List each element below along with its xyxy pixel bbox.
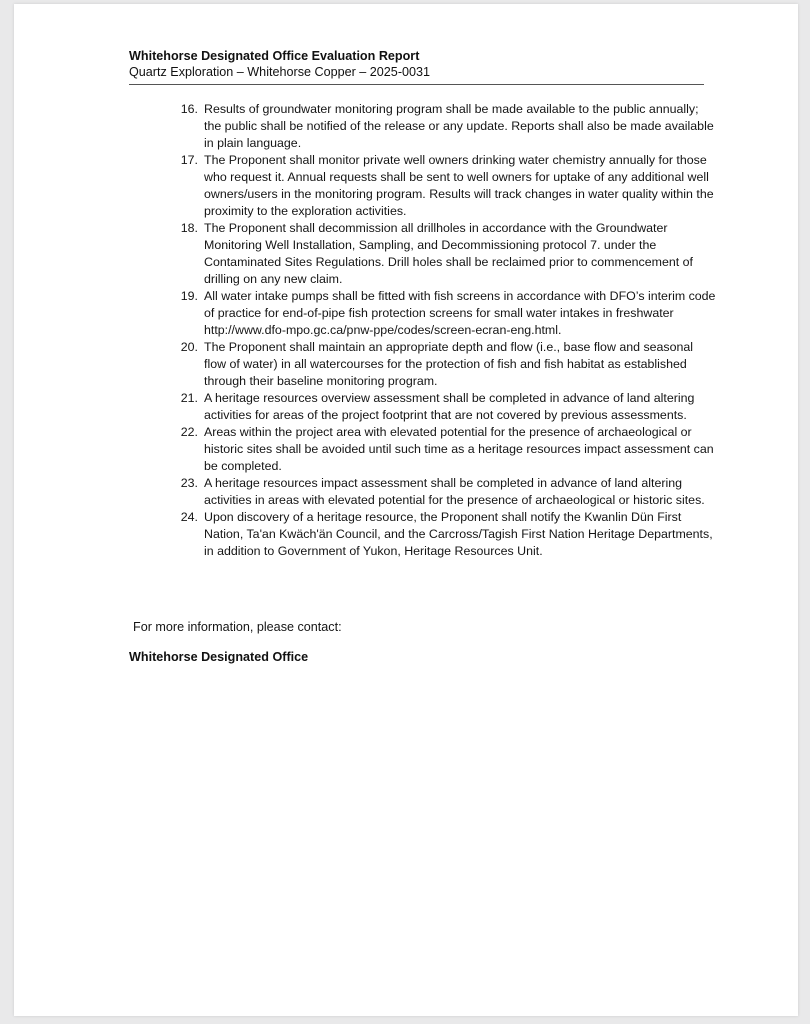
condition-text: Areas within the project area with elevated potential for the presence of archaeological or historic sites shall be avoided until such time as a heritage resources impact assessment can be completed. bbox=[204, 425, 714, 473]
report-subtitle: Quartz Exploration – Whitehorse Copper – 2025-0031 bbox=[129, 65, 431, 79]
condition-item bbox=[171, 390, 716, 424]
condition-item bbox=[171, 339, 716, 390]
condition-item bbox=[171, 220, 716, 288]
condition-number: 16. bbox=[180, 102, 198, 116]
condition-text: Results of groundwater monitoring program shall be made available to the public annually; the public shall be notified of the release or any update. Reports shall also be made available in plain language. bbox=[204, 102, 714, 150]
condition-number: 23. bbox=[180, 476, 198, 490]
condition-text: A heritage resources overview assessment shall be completed in advance of land altering activities for areas of the project footprint that are not covered by previous assessments. bbox=[204, 391, 695, 422]
condition-number: 22. bbox=[180, 425, 198, 439]
condition-text: The Proponent shall monitor private well owners drinking water chemistry annually for those who request it. Annual requests shall be sent to well owners for uptake of any additional well owners/users in the monitoring program. Results will track changes in water quality within the proximity to the exploration activities. bbox=[204, 153, 714, 218]
contact-office-name: Whitehorse Designated Office bbox=[129, 650, 309, 664]
condition-number: 24. bbox=[180, 510, 198, 524]
condition-item bbox=[171, 288, 716, 339]
condition-item bbox=[171, 424, 716, 475]
condition-text: A heritage resources impact assessment shall be completed in advance of land altering activities in areas with elevated potential for the presence of archaeological or historic sites. bbox=[204, 476, 705, 507]
condition-item bbox=[171, 509, 716, 560]
contact-prompt: For more information, please contact: bbox=[133, 620, 342, 634]
document-page bbox=[14, 4, 798, 1016]
report-title: Whitehorse Designated Office Evaluation Report bbox=[129, 49, 420, 63]
condition-text: The Proponent shall maintain an appropriate depth and flow (i.e., base flow and seasonal flow of water) in all watercourses for the protection of fish and fish habitat as established through their baseline monitoring program. bbox=[204, 340, 694, 388]
condition-number: 20. bbox=[180, 340, 198, 354]
condition-number: 18. bbox=[180, 221, 198, 235]
condition-item bbox=[171, 152, 716, 220]
conditions-list bbox=[171, 101, 716, 560]
condition-number: 17. bbox=[180, 153, 198, 167]
condition-number: 21. bbox=[180, 391, 198, 405]
condition-number: 19. bbox=[180, 289, 198, 303]
condition-item bbox=[171, 101, 716, 152]
condition-item bbox=[171, 475, 716, 509]
report-header bbox=[129, 48, 704, 85]
condition-text: Upon discovery of a heritage resource, the Proponent shall notify the Kwanlin Dün First Nation, Ta'an Kwäch'än Council, and the Carcross/Tagish First Nation Heritage Departments, in addition to Government of Yukon, Heritage Resources Unit. bbox=[204, 510, 713, 558]
condition-text: All water intake pumps shall be fitted with fish screens in accordance with DFO’s interim code of practice for end-of-pipe fish protection screens for small water intakes in freshwater http://www.dfo-mpo.gc.ca/pnw-ppe/codes/screen-ecran-eng.html. bbox=[204, 289, 716, 337]
condition-text: The Proponent shall decommission all drillholes in accordance with the Groundwater Monitoring Well Installation, Sampling, and Decommissioning protocol 7. under the Contaminated Sites Regulations. Drill holes shall be reclaimed prior to commencement of drilling on any new claim. bbox=[204, 221, 693, 286]
